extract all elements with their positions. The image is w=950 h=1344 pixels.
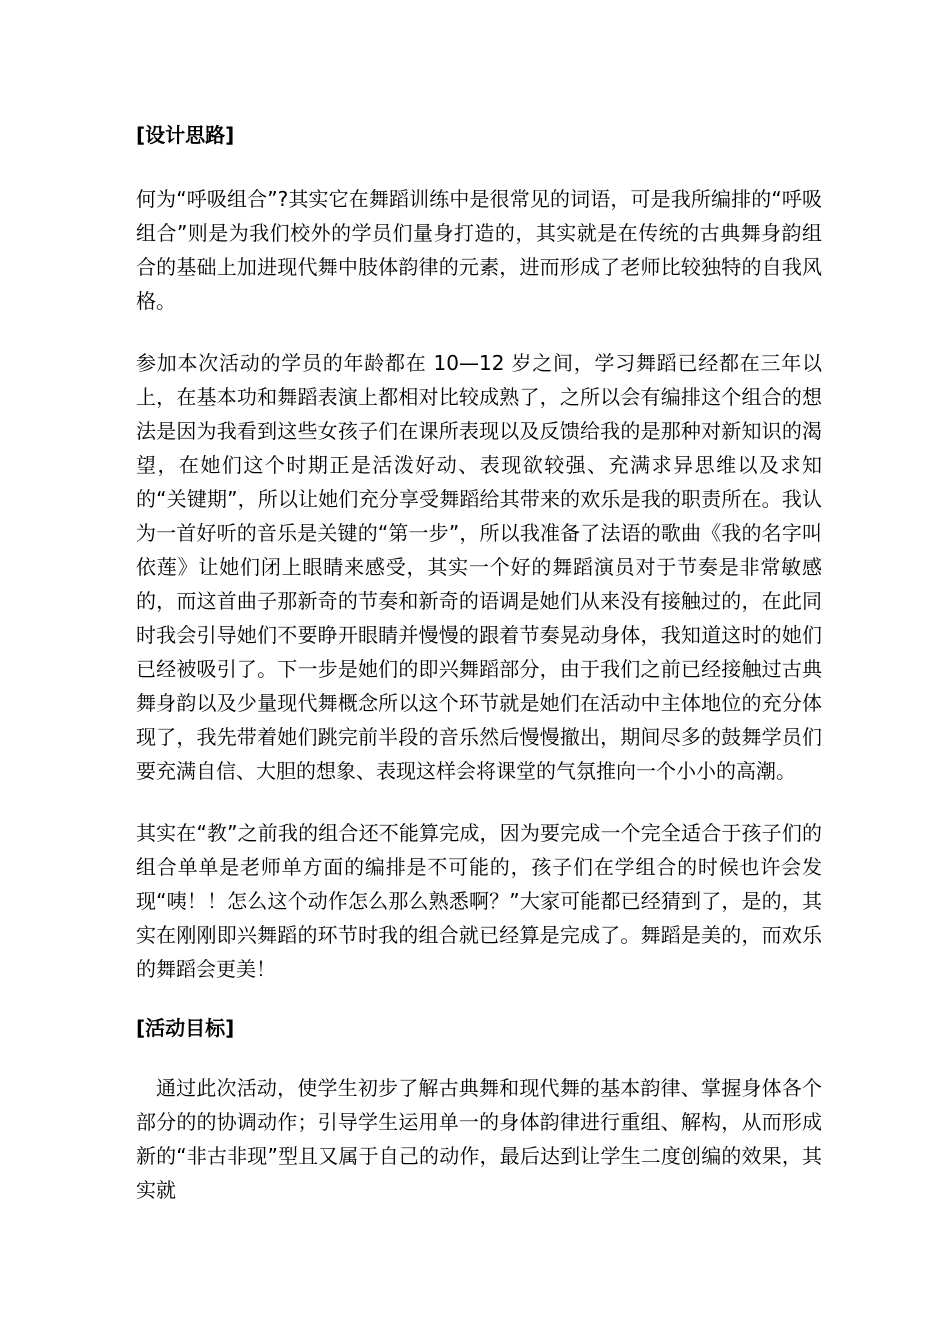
section-heading-activity-goals: [活动目标] (136, 1016, 235, 1040)
paragraph: 通过此次活动，使学生初步了解古典舞和现代舞的基本韵律、掌握身体各个部分的的协调动作；引导学生运用单一的身体韵律进行重组、解构，从而形成新的“非古非现”型且又属于自己的动作，最后达到让学生二度创编的效果，其实就 (136, 1076, 822, 1202)
paragraph: 参加本次活动的学员的年龄都在 10—12 岁之间，学习舞蹈已经都在三年以上，在基本功和舞蹈表演上都相对比较成熟了，之所以会有编排这个组合的想法是因为我看到这些女孩子们在课所表现以及反馈给我的是那种对新知识的渴望，在她们这个时期正是活泼好动、表现欲较强、充满求异思维以及求知的“关键期”，所以让她们充分享受舞蹈给其带来的欢乐是我的职责所在。我认为一首好听的音乐是关键的“第一步”，所以我准备了法语的歌曲《我的名字叫依莲》让她们闭上眼睛来感受，其实一个好的舞蹈演员对于节奏是非常敏感的，而这首曲子那新奇的节奏和新奇的语调是她们从来没有接触过的，在此同时我会引导她们不要睁开眼睛并慢慢的跟着节奏晃动身体，我知道这时的她们已经被吸引了。下一步是她们的即兴舞蹈部分，由于我们之前已经接触过古典舞身韵以及少量现代舞概念所以这个环节就是她们在活动中主体地位的充分体现了，我先带着她们跳完前半段的音乐然后慢慢撤出，期间尽多的鼓舞学员们要充满自信、大胆的想象、表现这样会将课堂的气氛推向一个小小的高潮。 (136, 351, 822, 783)
section-heading-design-idea: [设计思路] (136, 123, 235, 147)
paragraph: 何为“呼吸组合”?其实它在舞蹈训练中是很常见的词语，可是我所编排的“呼吸组合”则是为我们校外的学员们量身打造的，其实就是在传统的古典舞身韵组合的基础上加进现代舞中肢体韵律的元素，进而形成了老师比较独特的自我风格。 (136, 187, 822, 313)
paragraph: 其实在“教”之前我的组合还不能算完成，因为要完成一个完全适合于孩子们的组合单单是老师单方面的编排是不可能的，孩子们在学组合的时候也许会发现“咦！！怎么这个动作怎么那么熟悉啊？”大家可能都已经猜到了，是的，其实在刚刚即兴舞蹈的环节时我的组合就已经算是完成了。舞蹈是美的，而欢乐的舞蹈会更美！ (136, 821, 822, 981)
